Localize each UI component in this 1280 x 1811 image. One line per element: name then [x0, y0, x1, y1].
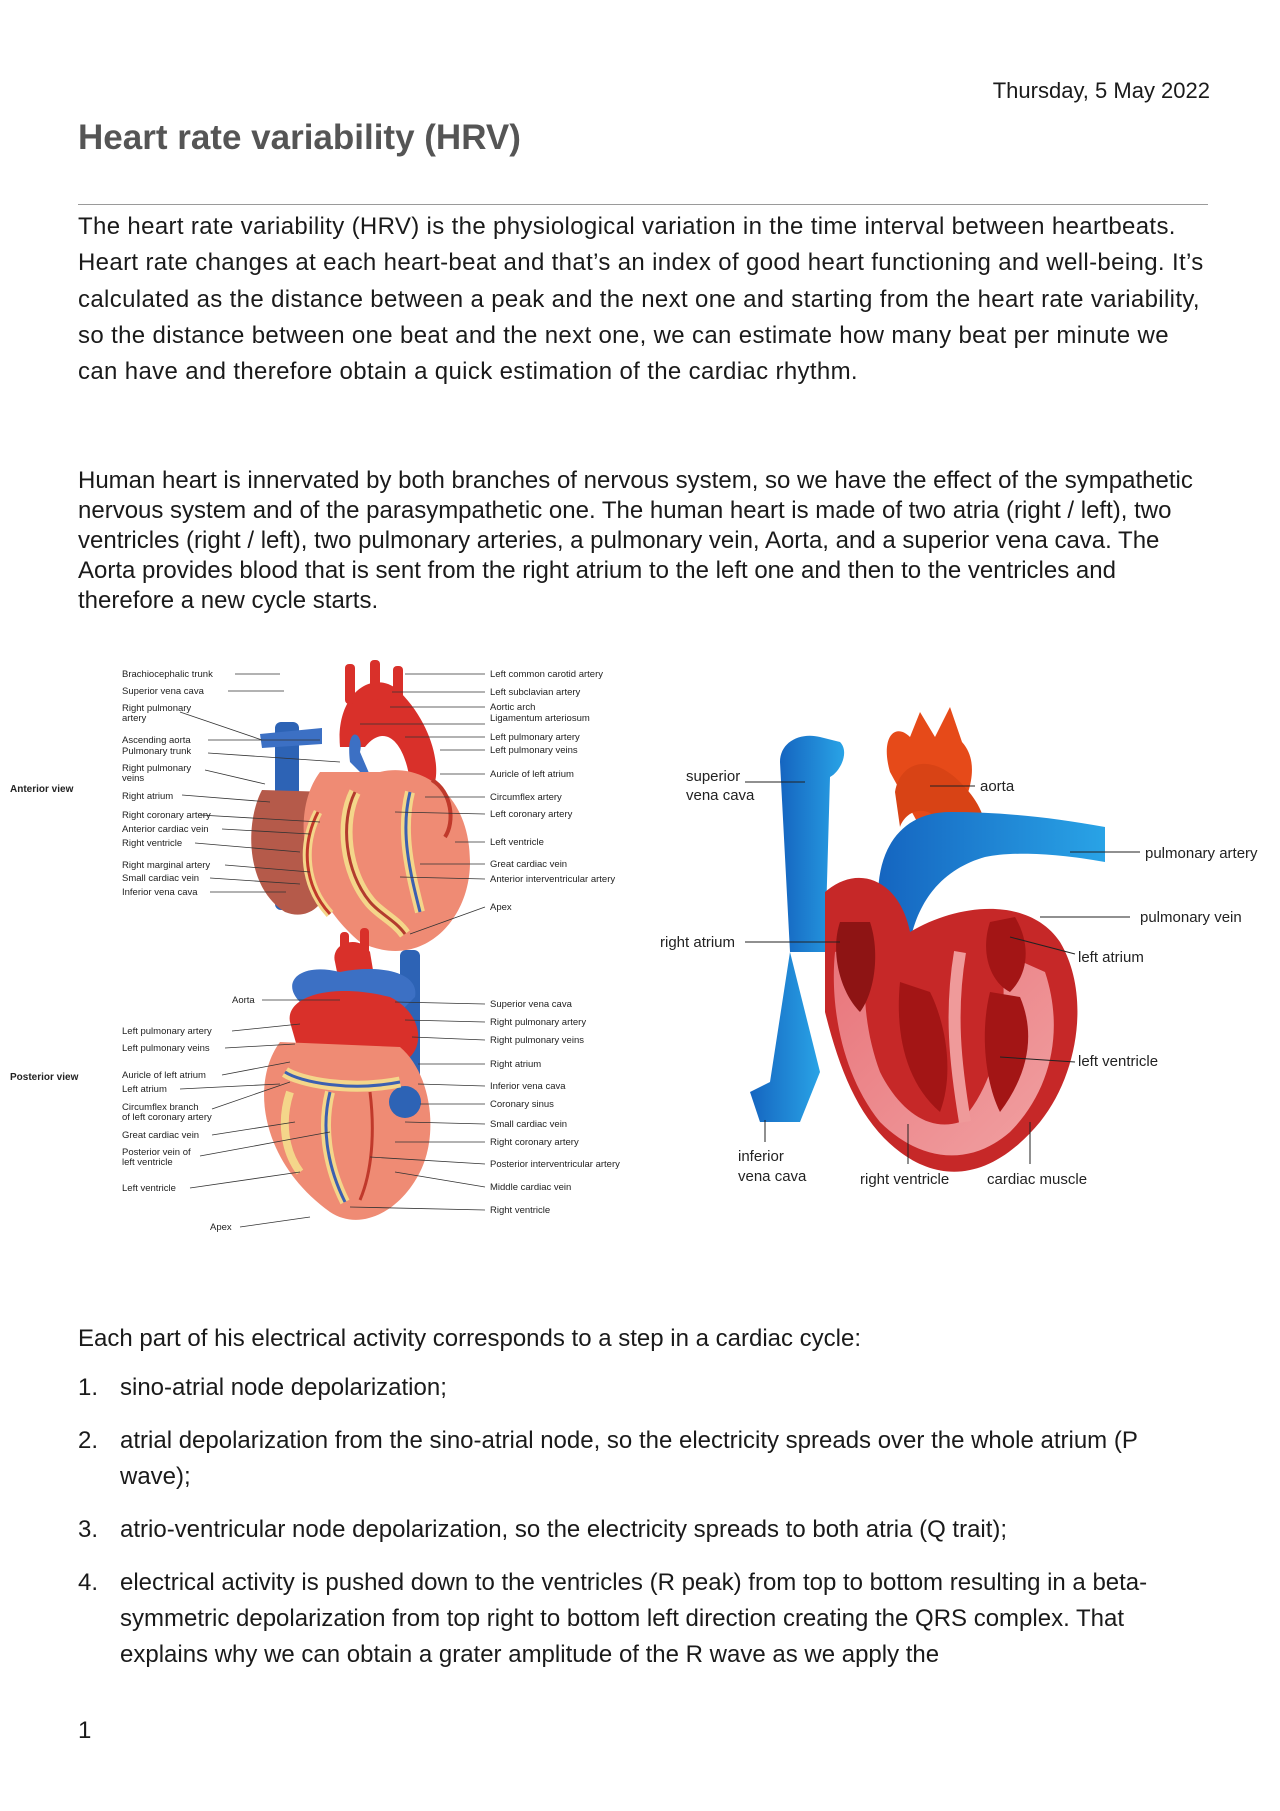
list-item-number: 2.	[78, 1427, 99, 1454]
anterior-left-label: Brachiocephalic trunk	[122, 669, 213, 680]
anterior-left-label: Right ventricle	[122, 838, 183, 849]
anterior-heart-drawing	[251, 660, 470, 951]
list-item-text: atrial depolarization from the sino-atrial node, so the electricity spreads over the whole atrium (P wave);	[120, 1427, 1138, 1490]
cardiac-cycle-intro: Each part of his electrical activity corresponds to a step in a cardiac cycle:	[78, 1325, 862, 1352]
list-item	[78, 1370, 1208, 1406]
posterior-right-label: Middle cardiac vein	[490, 1182, 572, 1193]
anterior-left-label: Superior vena cava	[122, 686, 204, 697]
heart-cross-section-drawing	[750, 707, 1105, 1172]
posterior-left-label: Left pulmonary artery	[122, 1026, 212, 1037]
header-date: Thursday, 5 May 2022	[992, 78, 1210, 103]
anterior-view-label: Anterior view	[10, 784, 74, 795]
posterior-right-label: Right pulmonary artery	[490, 1017, 587, 1028]
posterior-left-label: Left pulmonary veins	[122, 1043, 210, 1054]
anterior-right-label: Auricle of left atrium	[490, 769, 574, 780]
anterior-left-label: veins	[122, 773, 145, 784]
cardiac-cycle-steps	[78, 1370, 1208, 1690]
section-label: right ventricle	[860, 1171, 950, 1188]
paragraph-hrv-definition: The heart rate variability (HRV) is the physiological variation in the time interval between heartbeats. Heart rate changes at each heart-beat and that’s an index of good heart functioning and well-being. It’s calculated as the distance between a peak and the next one and starting from the heart rate variability, so the distance between one beat and the next one, we can estimate how many beat per minute we can have and therefore obtain a quick estimation of the cardiac rhythm.	[78, 213, 1204, 386]
posterior-right-label: Superior vena cava	[490, 999, 572, 1010]
anterior-left-label: artery	[122, 713, 147, 724]
list-item-number: 4.	[78, 1569, 99, 1596]
section-label: pulmonary artery	[1145, 845, 1258, 862]
anterior-right-label: Circumflex artery	[490, 792, 562, 803]
list-item-text: sino-atrial node depolarization;	[120, 1374, 447, 1401]
anterior-left-label: Anterior cardiac vein	[122, 824, 209, 835]
posterior-left-label: Aorta	[232, 995, 255, 1006]
anterior-right-label: Left pulmonary artery	[490, 732, 580, 743]
posterior-heart-drawing	[264, 928, 430, 1220]
anterior-right-label: Apex	[490, 902, 512, 913]
anterior-right-label: Left common carotid artery	[490, 669, 603, 680]
posterior-right-label: Inferior vena cava	[490, 1081, 566, 1092]
list-item-number: 1.	[78, 1374, 99, 1401]
posterior-left-label: Apex	[210, 1222, 232, 1233]
list-item	[78, 1512, 1208, 1548]
section-label: vena cava	[686, 787, 755, 804]
anterior-left-label: Pulmonary trunk	[122, 746, 192, 757]
section-label: right atrium	[660, 934, 736, 951]
anterior-left-label: Right pulmonary	[122, 703, 192, 714]
anterior-left-label: Inferior vena cava	[122, 887, 198, 898]
posterior-left-label: Posterior vein of	[122, 1147, 191, 1158]
page-number: 1	[78, 1717, 92, 1744]
title-divider	[78, 204, 1208, 205]
anterior-right-label: Great cardiac vein	[490, 859, 568, 870]
section-label: pulmonary vein	[1140, 909, 1242, 926]
posterior-left-label: Auricle of left atrium	[122, 1070, 206, 1081]
posterior-left-label: Left atrium	[122, 1084, 167, 1095]
posterior-right-label: Right ventricle	[490, 1205, 551, 1216]
heart-anatomy-figure	[0, 652, 1280, 1272]
posterior-right-label: Right atrium	[490, 1059, 542, 1070]
section-label: aorta	[980, 778, 1015, 795]
paragraph-heart-anatomy: Human heart is innervated by both branches of nervous system, so we have the effect of the sympathetic nervous system and of the parasympathetic one. The human heart is made of two atria (right / left), two ventricles (right / left), two pulmonary arteries, a pulmonary vein, Aorta, and a superior vena cava. The Aorta provides blood that is sent from the right atrium to the left one and then to the ventricles and therefore a new cycle starts.	[78, 467, 1193, 614]
posterior-right-label: Right pulmonary veins	[490, 1035, 584, 1046]
list-item-text: electrical activity is pushed down to the ventricles (R peak) from top to bottom resulting in a beta-symmetric depolarization from top right to bottom left direction creating the QRS complex. That explains why we can obtain a grater amplitude of the R wave as we apply the	[120, 1569, 1148, 1668]
list-item-number: 3.	[78, 1516, 99, 1543]
anterior-left-label: Right atrium	[122, 791, 174, 802]
posterior-left-label: left ventricle	[122, 1157, 173, 1168]
section-label: inferior	[738, 1148, 784, 1165]
section-label: superior	[686, 768, 741, 785]
posterior-right-label: Right coronary artery	[490, 1137, 579, 1148]
list-item	[78, 1565, 1208, 1673]
anterior-right-label: Anterior interventricular artery	[490, 874, 616, 885]
posterior-view-label: Posterior view	[10, 1072, 79, 1083]
anterior-right-label: Aortic arch	[490, 702, 536, 713]
posterior-right-label: Small cardiac vein	[490, 1119, 568, 1130]
section-label: cardiac muscle	[987, 1171, 1088, 1188]
list-item	[78, 1423, 1208, 1495]
page-title: Heart rate variability (HRV)	[78, 118, 521, 157]
anterior-left-label: Right coronary artery	[122, 810, 211, 821]
posterior-left-label: Great cardiac vein	[122, 1130, 200, 1141]
posterior-left-label: Left ventricle	[122, 1183, 176, 1194]
section-label: vena cava	[738, 1168, 807, 1185]
anterior-right-label: Left pulmonary veins	[490, 745, 578, 756]
anterior-left-label: Right pulmonary	[122, 763, 192, 774]
list-item-text: atrio-ventricular node depolarization, so the electricity spreads to both atria (Q trait);	[120, 1516, 1008, 1543]
posterior-left-label: of left coronary artery	[122, 1112, 212, 1123]
posterior-left-label: Circumflex branch	[122, 1102, 199, 1113]
anterior-right-label: Left ventricle	[490, 837, 544, 848]
anterior-right-label: Left coronary artery	[490, 809, 573, 820]
posterior-right-label: Posterior interventricular artery	[490, 1159, 620, 1170]
anterior-right-label: Left subclavian artery	[490, 687, 581, 698]
anterior-right-label: Ligamentum arteriosum	[490, 713, 590, 724]
anterior-left-label: Ascending aorta	[122, 735, 191, 746]
anterior-left-label: Small cardiac vein	[122, 873, 200, 884]
section-label: left atrium	[1078, 949, 1144, 966]
posterior-right-label: Coronary sinus	[490, 1099, 554, 1110]
anterior-left-label: Right marginal artery	[122, 860, 211, 871]
section-label: left ventricle	[1078, 1053, 1159, 1070]
